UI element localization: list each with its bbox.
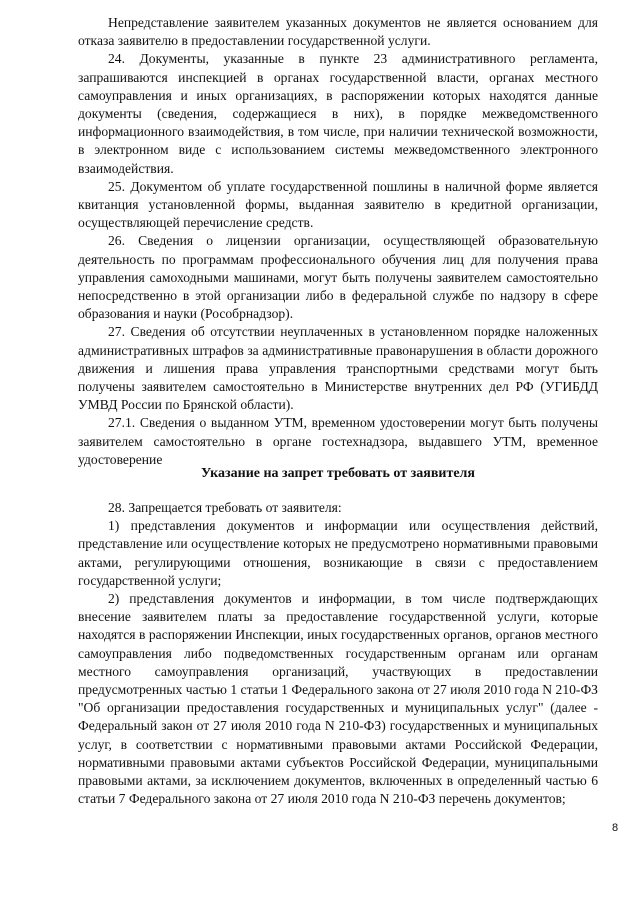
paragraph-non-submission: Непредставление заявителем указанных документов не является основанием для отказа заявителю в предоставлении государственной услуги. — [78, 15, 598, 49]
paragraph-25: 25. Документом об уплате государственной пошлины в наличной форме является квитанция установленной формы, выданная заявителю в кредитной организации, осуществляющей перечисление средств. — [78, 178, 598, 231]
paragraph-24: 24. Документы, указанные в пункте 23 административного регламента, запрашиваются инспекцией в органах государственной власти, органах местного самоуправления и иных организациях, в распоряжении которых находятся данные документы (сведения, содержащиеся в них), в порядке межведомственного информационного взаимодействия, в том числе, при наличии технической возможности, в электронном виде с использованием системы межведомственного электронного взаимодействия. — [78, 51, 598, 176]
section-heading: Указание на запрет требовать от заявителя — [201, 466, 475, 481]
paragraph-26: 26. Сведения о лицензии организации, осуществляющей образовательную деятельность по программам профессионального обучения лиц для получения права управления самоходными машинами, могут быть получены заявителем самостоятельно непосредственно в этой организации либо в федеральной службе по надзору в сфере образования и науки (Рособрнадзор). — [78, 233, 598, 322]
section-bottom — [78, 499, 598, 808]
section-top — [78, 14, 598, 469]
paragraph-27-1: 27.1. Сведения о выданном УТМ, временном удостоверении могут быть получены заявителем самостоятельно в органе гостехнадзора, выдавшего УТМ, временное удостоверение — [78, 415, 598, 467]
paragraph-28-item-1: 1) представления документов и информации или осуществления действий, представление или осуществление которых не предусмотрено нормативными правовыми актами, регулирующими отношения, возникающие в связи с предоставлением государственной услуги; — [78, 518, 598, 588]
paragraph-28-item-2: 2) представления документов и информации, в том числе подтверждающих внесение заявителем платы за предоставление государственной услуги, которые находятся в распоряжении Инспекции, иных государственных органов, органов местного самоуправления либо подведомственных государственным органам или органам местного самоуправления организаций, участвующих в предоставлении предусмотренных частью 1 статьи 1 Федерального закона от 27 июля 2010 года N 210-ФЗ "Об организации предоставления государственных и муниципальных услуг" (далее - Федеральный закон от 27 июля 2010 года N 210-ФЗ) государственных и муниципальных услуг, в соответствии с нормативными правовыми актами Российской Федерации, нормативными правовыми актами субъектов Российской Федерации, муниципальными правовыми актами, за исключением документов, включенных в определенный частью 6 статьи 7 Федерального закона от 27 июля 2010 года N 210-ФЗ перечень документов; — [78, 591, 598, 807]
paragraph-27: 27. Сведения об отсутствии неуплаченных в установленном порядке наложенных административных штрафов за административные правонарушения в области дорожного движения и лишения права управления транспортными средствами могут быть получены заявителем самостоятельно в Министерстве внутренних дел РФ (УГИБДД УМВД России по Брянской области). — [78, 324, 598, 413]
paragraph-28: 28. Запрещается требовать от заявителя: — [108, 500, 342, 515]
page-number: 8 — [612, 822, 619, 834]
